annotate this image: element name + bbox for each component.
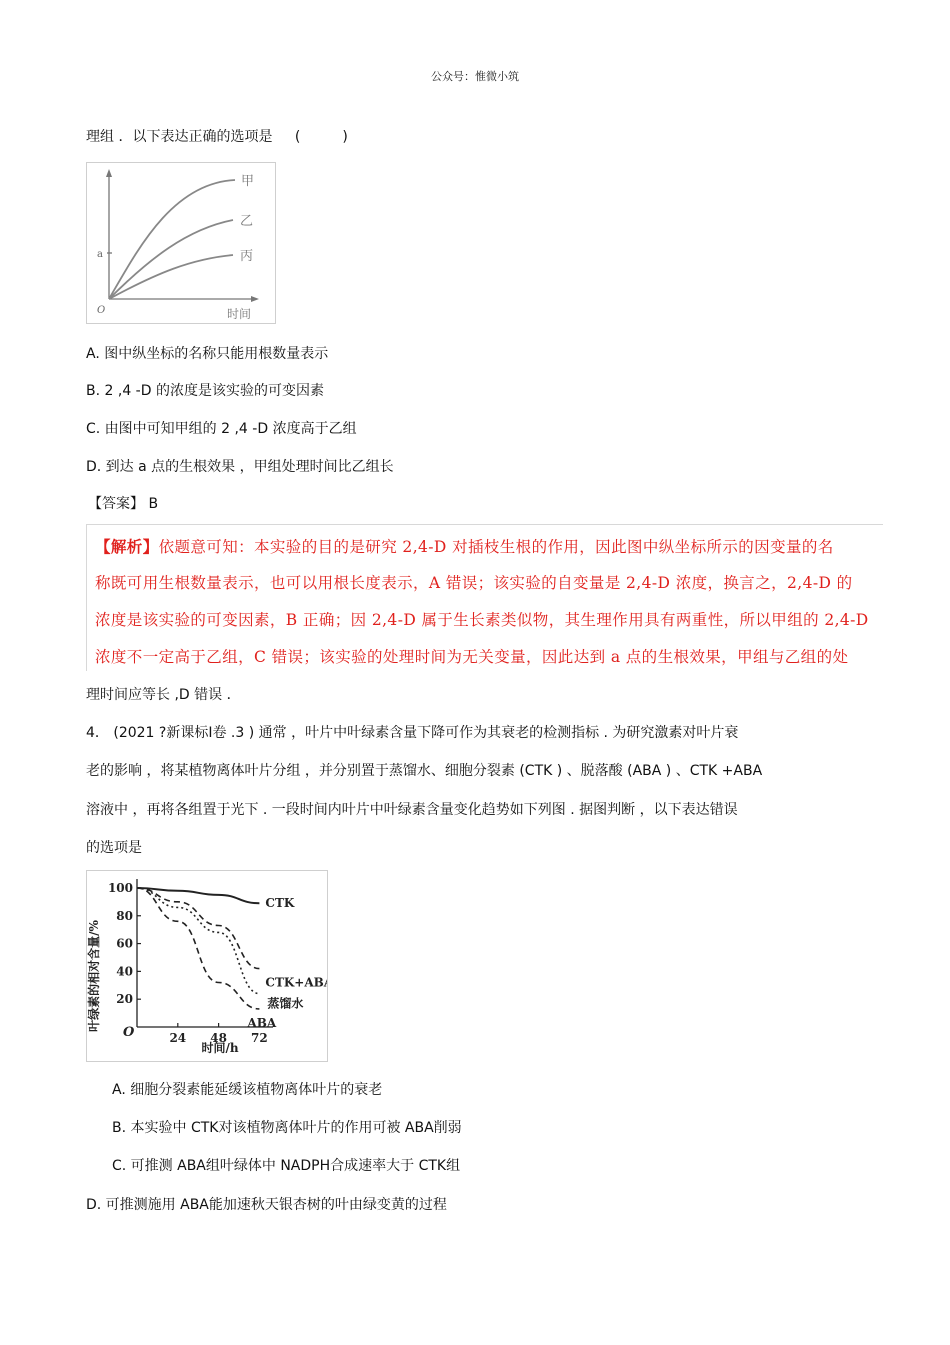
q4-stem-line-2: 老的影响 ，将某植物离体叶片分组 ，并分别置于蒸馏水、细胞分裂素 (CTK ) 、脱落酸 (ABA ) 、CTK +ABA: [86, 763, 763, 779]
q3-option-c: C. 由图中可知甲组的 2 ,4 -D 浓度高于乙组: [86, 421, 357, 437]
q3-label-jia: 甲: [241, 174, 255, 189]
q3-analysis-tag: 【解析】: [95, 537, 159, 556]
q4-y-tick-label-100: 100: [107, 880, 133, 895]
q4-y-tick-label-80: 80: [116, 908, 133, 923]
q3-a-label: a: [97, 249, 103, 260]
q3-stem-text: 理组 ．以下表达正确的选项是: [86, 129, 273, 145]
q3-analysis-line-2: 称既可用生根数量表示，也可以用根长度表示，A 错误；该实验的自变量是 2,4-D 浓度，换言之，2,4-D 的: [95, 574, 853, 592]
q3-x-axis-arrow: [251, 296, 259, 302]
q3-analysis-line-3: 浓度是该实验的可变因素，B 正确；因 2,4-D 属于生长素类似物，其生理作用具有两重性，所以甲组的 2,4-D: [95, 611, 869, 629]
q4-y-tick-label-20: 20: [116, 992, 133, 1007]
q3-curve-bing: [109, 255, 233, 299]
q4-series-label-3: ABA: [247, 1015, 277, 1030]
q4-stem-line-3: 溶液中 ，再将各组置于光下 . 一段时间内叶片中叶绿素含量变化趋势如下列图 . 据图判断 ，以下表达错误: [86, 802, 738, 818]
q4-chart: [86, 870, 328, 1062]
q3-analysis-box: [86, 524, 883, 671]
q4-x-tick-label-48: 48: [210, 1031, 227, 1045]
q4-series-line-2: [137, 888, 259, 994]
q3-y-axis-arrow: [106, 169, 112, 177]
q3-analysis-line-4: 浓度不一定高于乙组，C 错误；该实验的处理时间为无关变量，因此达到 a 点的生根效果，甲组与乙组的处: [95, 648, 849, 666]
q4-series-label-1: CTK+ABA: [265, 975, 327, 990]
q4-series-label-2: 蒸馏水: [267, 996, 304, 1011]
q4-stem-line-1: 4． (2021 ?新课标Ⅰ卷 .3 ) 通常 ，叶片中叶绿素含量下降可作为其衰老的检测指标 . 为研究激素对叶片衰: [86, 725, 739, 741]
q3-analysis-line-1: [95, 535, 834, 557]
q3-label-bing: 丙: [240, 249, 254, 264]
q4-x-axis-label: 时间/h: [201, 1041, 239, 1055]
q4-y-axis-label: 叶绿素的相对含量/%: [87, 920, 101, 1032]
q3-answer-paren: ( ): [294, 129, 348, 145]
q3-origin-label: O: [97, 305, 106, 316]
q4-option-c: C. 可推测 ABA组叶绿体中 NADPH合成速率大于 CTK组: [112, 1158, 461, 1174]
q3-option-d: D. 到达 a 点的生根效果 ，甲组处理时间比乙组长: [86, 459, 394, 475]
q4-series-label-0: CTK: [265, 896, 295, 911]
q4-y-tick-label-60: 60: [116, 936, 133, 951]
page-header: 公众号：惟微小筑: [431, 70, 519, 83]
q4-option-a: A. 细胞分裂素能延缓该植物离体叶片的衰老: [112, 1082, 383, 1098]
q3-figure-svg: [87, 163, 275, 323]
q4-option-b: B. 本实验中 CTK对该植物离体叶片的作用可被 ABA削弱: [112, 1120, 462, 1136]
q4-x-tick-label-24: 24: [169, 1031, 187, 1045]
q3-x-label: 时间: [227, 307, 252, 321]
q4-series-line-3: [137, 888, 259, 1009]
q4-origin-label: O: [123, 1025, 135, 1040]
q3-figure: [86, 162, 276, 324]
q3-curve-yi: [109, 220, 233, 299]
q3-label-yi: 乙: [240, 214, 254, 229]
q4-stem-line-4: 的选项是: [86, 840, 142, 856]
q3-analysis-tail: 理时间应等长 ,D 错误 ．: [86, 687, 241, 703]
q4-y-tick-label-40: 40: [116, 964, 133, 979]
q4-x-tick-label-72: 72: [251, 1031, 268, 1045]
q3-stem: [86, 126, 348, 146]
q3-option-b: B. 2 ,4 -D 的浓度是该实验的可变因素: [86, 383, 324, 399]
q3-answer: 【答案】 B: [88, 496, 159, 512]
q3-option-a: A. 图中纵坐标的名称只能用根数量表示: [86, 346, 329, 362]
q4-option-d: D. 可推测施用 ABA能加速秋天银杏树的叶由绿变黄的过程: [86, 1197, 447, 1213]
q4-chart-svg: [87, 871, 327, 1061]
q3-analysis-text-1: 依题意可知：本实验的目的是研究 2,4-D 对插枝生根的作用，因此图中纵坐标所示的因变量的名: [158, 538, 834, 556]
